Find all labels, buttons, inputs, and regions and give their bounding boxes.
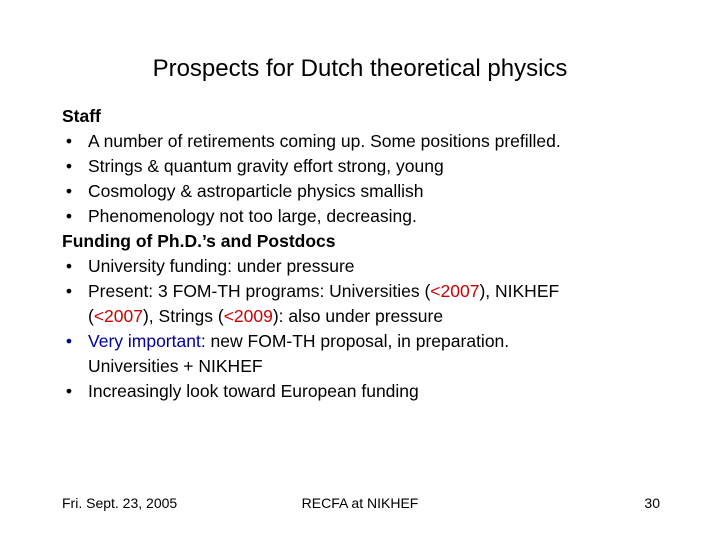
- bullet-text: University funding: under pressure: [88, 256, 355, 276]
- bullet-item: [62, 154, 702, 179]
- bullet-text: [88, 279, 702, 329]
- section-heading-funding: Funding of Ph.D.’s and Postdocs: [62, 231, 336, 251]
- bullet-icon: •: [65, 131, 73, 151]
- slide-title: Prospects for Dutch theoretical physics: [152, 55, 568, 82]
- bullet-item-important: [62, 329, 702, 379]
- bullet-icon: •: [65, 181, 73, 201]
- bullet-item: [62, 179, 702, 204]
- date-highlight: <2009: [223, 306, 273, 326]
- present-mid: ), Strings (: [142, 306, 224, 326]
- bullet-text: Strings & quantum gravity effort strong, young: [88, 156, 444, 176]
- bullet-text: A number of retirements coming up. Some positions prefilled.: [88, 131, 561, 151]
- bullet-text: [88, 329, 702, 379]
- bullet-icon: •: [65, 381, 73, 401]
- bullet-icon: •: [65, 156, 73, 176]
- important-line2: Universities + NIKHEF: [88, 356, 263, 376]
- section-heading-staff: Staff: [62, 106, 101, 126]
- slide-body: [62, 104, 702, 404]
- bullet-item: [62, 129, 702, 154]
- bullet-item: [62, 379, 702, 404]
- important-highlight: Very important: [88, 331, 201, 351]
- bullet-text: Increasingly look toward European funding: [88, 381, 419, 401]
- bullet-item: [62, 254, 702, 279]
- date-highlight: <2007: [93, 306, 143, 326]
- present-prefix: Present: 3 FOM-TH programs: Universities (: [88, 281, 431, 301]
- bullet-text: Cosmology & astroparticle physics smallish: [88, 181, 424, 201]
- present-open: (: [88, 306, 94, 326]
- footer-page-number: 30: [644, 495, 660, 511]
- present-mid: ), NIKHEF: [479, 281, 560, 301]
- bullet-icon: •: [65, 206, 73, 226]
- bullet-icon: •: [65, 281, 73, 301]
- bullet-icon: •: [65, 331, 73, 351]
- present-suffix: ): also under pressure: [272, 306, 444, 326]
- date-highlight: <2007: [430, 281, 480, 301]
- footer-event: RECFA at NIKHEF: [301, 495, 419, 511]
- important-rest: : new FOM-TH proposal, in preparation.: [200, 331, 510, 351]
- footer-date: Fri. Sept. 23, 2005: [62, 495, 178, 511]
- bullet-icon: •: [65, 256, 73, 276]
- bullet-item: [62, 204, 702, 229]
- bullet-text: Phenomenology not too large, decreasing.: [88, 206, 417, 226]
- bullet-item-present: [62, 279, 702, 329]
